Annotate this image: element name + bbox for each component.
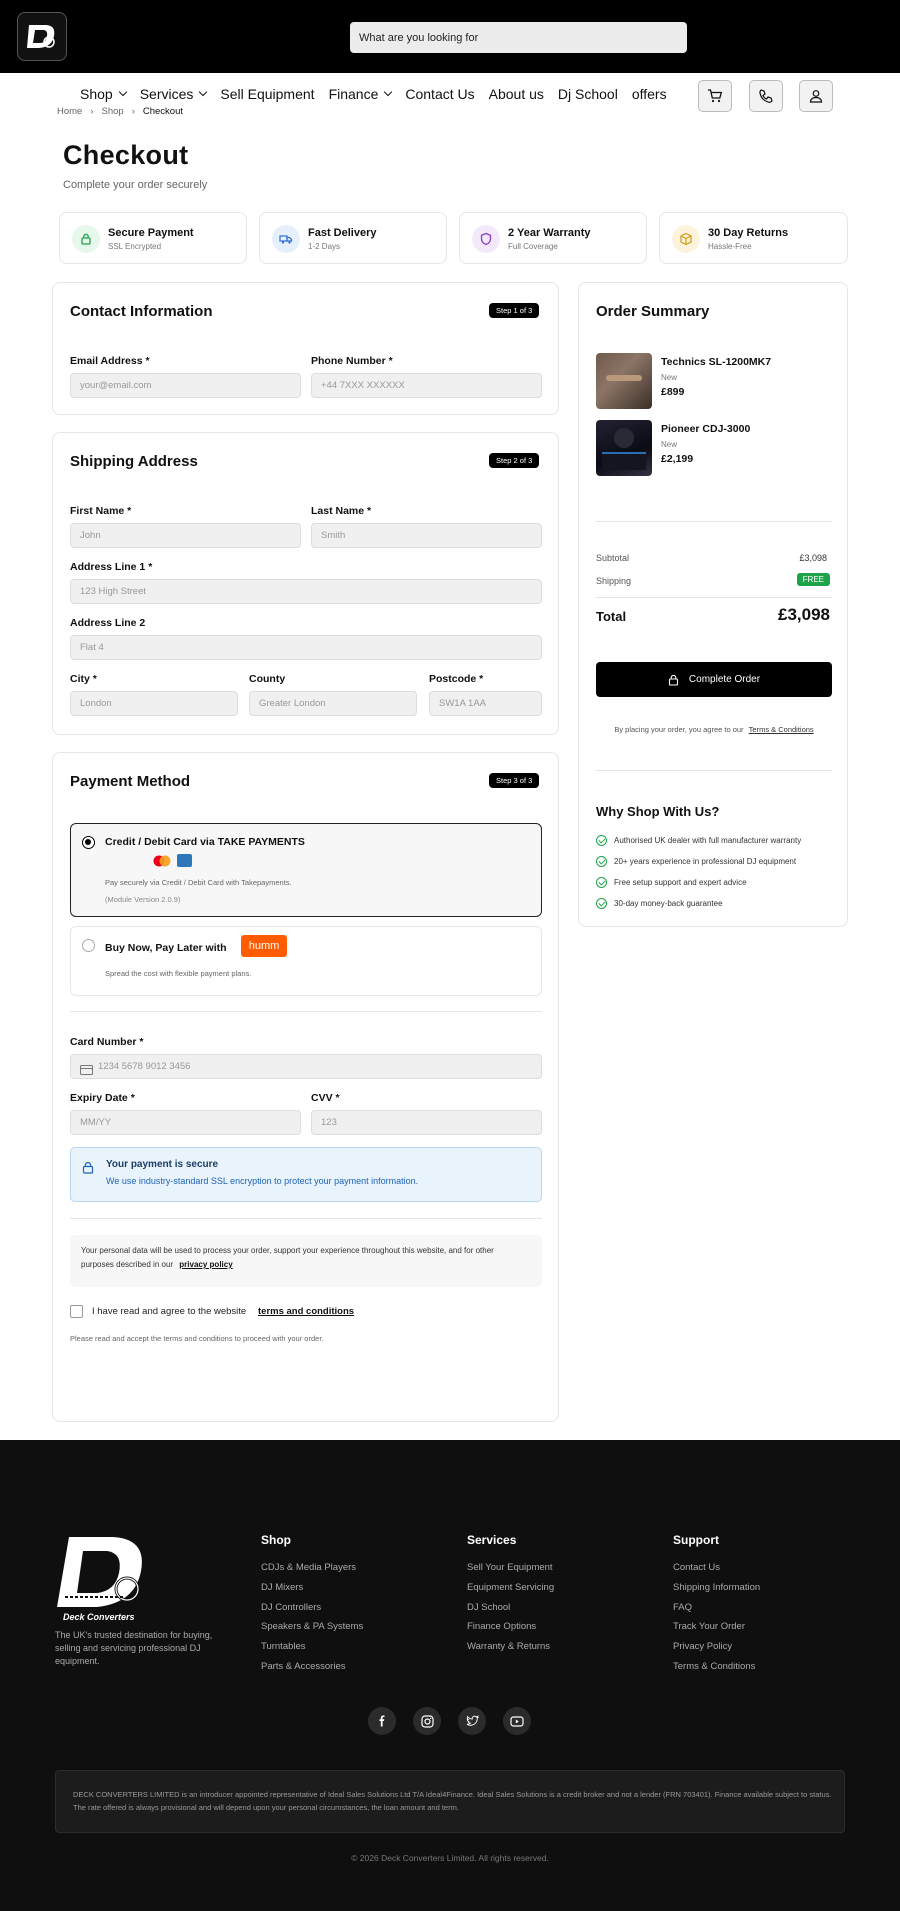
feature-fast-delivery bbox=[259, 212, 447, 264]
agree-copy: By placing your order, you agree to our bbox=[614, 725, 744, 734]
secure-desc: We use industry-standard SSL encryption to protect your payment information. bbox=[106, 1176, 419, 1186]
terms-label: I have read and agree to the website bbox=[92, 1306, 247, 1317]
chevron-right-icon: › bbox=[90, 106, 94, 117]
payment-option-desc: Pay securely via Credit / Debit Card with Takepayments. bbox=[105, 878, 292, 887]
card-number-label: Card Number * bbox=[70, 1036, 144, 1048]
footer-logo-text: Deck Converters bbox=[63, 1612, 135, 1622]
agree-text bbox=[579, 725, 849, 734]
footer-link[interactable]: CDJs & Media Players bbox=[261, 1562, 357, 1573]
truck-icon bbox=[272, 225, 300, 253]
county-label: County bbox=[249, 673, 286, 685]
copyright: © 2026 Deck Converters Limited. All rights reserved. bbox=[351, 1853, 549, 1863]
phone-icon bbox=[758, 88, 774, 104]
page-title: Checkout bbox=[63, 140, 189, 170]
footer-link[interactable]: Privacy Policy bbox=[673, 1641, 733, 1652]
privacy-text bbox=[81, 1244, 521, 1272]
footer-link[interactable]: Contact Us bbox=[673, 1562, 720, 1573]
address1-label: Address Line 1 * bbox=[70, 561, 153, 573]
product-price: £899 bbox=[661, 386, 685, 398]
feature-subtitle: 1-2 Days bbox=[308, 242, 341, 251]
nav-label: Services bbox=[139, 86, 194, 102]
step-badge: Step 3 of 3 bbox=[489, 773, 539, 788]
terms-note: Please read and accept the terms and conditions to proceed with your order. bbox=[70, 1334, 324, 1343]
footer-link[interactable]: Finance Options bbox=[467, 1621, 537, 1632]
breadcrumb bbox=[57, 106, 183, 117]
payment-radio-humm[interactable] bbox=[82, 939, 95, 952]
footer-link[interactable]: Shipping Information bbox=[673, 1582, 761, 1593]
why-item: 30-day money-back guarantee bbox=[614, 899, 723, 908]
feature-title: 2 Year Warranty bbox=[508, 227, 591, 239]
address1-field[interactable] bbox=[70, 579, 542, 604]
product-image[interactable] bbox=[596, 420, 652, 476]
feature-subtitle: Full Coverage bbox=[508, 242, 558, 251]
product-condition: New bbox=[661, 373, 678, 382]
product-name[interactable]: Pioneer CDJ-3000 bbox=[661, 423, 751, 435]
chevron-down-icon bbox=[384, 88, 392, 96]
privacy-policy-link[interactable]: privacy policy bbox=[179, 1260, 233, 1269]
mastercard-icon bbox=[153, 854, 169, 866]
last-name-field[interactable] bbox=[311, 523, 542, 548]
footer-shop-heading: Shop bbox=[261, 1533, 291, 1547]
check-icon bbox=[596, 835, 607, 846]
county-field[interactable] bbox=[249, 691, 417, 716]
nav-item-contact[interactable] bbox=[405, 86, 474, 102]
facebook-icon[interactable] bbox=[368, 1707, 396, 1735]
logo-mark-icon bbox=[55, 1533, 150, 1617]
secure-title: Your payment is secure bbox=[106, 1159, 219, 1170]
divider bbox=[596, 521, 832, 522]
phone-label: Phone Number * bbox=[311, 355, 393, 367]
step-badge: Step 1 of 3 bbox=[489, 303, 539, 318]
feature-secure-payment bbox=[59, 212, 247, 264]
account-button[interactable] bbox=[799, 80, 833, 112]
footer-logo[interactable] bbox=[55, 1533, 150, 1622]
nav-label: Finance bbox=[328, 86, 379, 102]
credit-card-icon bbox=[80, 1062, 93, 1080]
last-name-label: Last Name * bbox=[311, 505, 372, 517]
divider bbox=[596, 597, 832, 598]
user-icon bbox=[808, 88, 824, 104]
instagram-icon[interactable] bbox=[413, 1707, 441, 1735]
footer-tagline: The UK's trusted destination for buying, selling and servicing professional DJ equipment. bbox=[55, 1630, 213, 1666]
footer-link[interactable]: Parts & Accessories bbox=[261, 1661, 346, 1672]
footer bbox=[0, 1440, 900, 1911]
check-icon bbox=[596, 856, 607, 867]
why-item: Authorised UK dealer with full manufacturer warranty bbox=[614, 836, 802, 845]
lock-icon bbox=[82, 1161, 94, 1179]
nav-label: Sell Equipment bbox=[220, 86, 315, 102]
phone-field[interactable] bbox=[311, 373, 542, 398]
footer-services-heading: Services bbox=[467, 1533, 517, 1547]
city-field[interactable] bbox=[70, 691, 238, 716]
email-label: Email Address * bbox=[70, 355, 150, 367]
why-title: Why Shop With Us? bbox=[596, 804, 720, 819]
nav-label: Contact Us bbox=[405, 86, 475, 102]
footer-link[interactable]: Terms & Conditions bbox=[673, 1661, 756, 1672]
box-icon bbox=[672, 225, 700, 253]
nav-item-services[interactable] bbox=[140, 86, 207, 102]
nav-item-offers[interactable] bbox=[632, 86, 667, 102]
feature-warranty bbox=[459, 212, 647, 264]
shield-icon bbox=[472, 225, 500, 253]
footer-link[interactable]: Sell Your Equipment bbox=[467, 1562, 553, 1573]
breadcrumb-current: Checkout bbox=[142, 106, 184, 117]
feature-subtitle: SSL Encrypted bbox=[108, 242, 162, 251]
nav-label: Shop bbox=[80, 86, 113, 102]
shipping-label: Shipping bbox=[596, 576, 632, 586]
product-image[interactable] bbox=[596, 353, 652, 409]
nav-item-dj-school[interactable] bbox=[558, 86, 618, 102]
payment-option-title: Credit / Debit Card via TAKE PAYMENTS bbox=[105, 836, 305, 848]
postcode-field[interactable] bbox=[429, 691, 542, 716]
complete-order-button[interactable] bbox=[596, 662, 832, 697]
feature-title: Secure Payment bbox=[108, 227, 194, 239]
order-summary bbox=[578, 282, 848, 927]
total-value: £3,098 bbox=[778, 605, 830, 624]
youtube-icon[interactable] bbox=[503, 1707, 531, 1735]
nav-label: Dj School bbox=[557, 86, 618, 102]
shipping-free-badge: FREE bbox=[797, 573, 830, 586]
footer-link[interactable]: Turntables bbox=[261, 1641, 306, 1652]
terms-link[interactable]: terms and conditions bbox=[258, 1306, 355, 1317]
payment-option-desc: Spread the cost with flexible payment plans. bbox=[105, 969, 252, 978]
lock-icon bbox=[668, 674, 679, 686]
button-label: Complete Order bbox=[688, 674, 761, 685]
feature-subtitle: Hassle-Free bbox=[708, 242, 752, 251]
main-nav bbox=[80, 86, 681, 102]
cart-icon bbox=[707, 88, 723, 104]
footer-support-heading: Support bbox=[673, 1533, 719, 1547]
contact-card bbox=[52, 282, 559, 415]
shipping-card bbox=[52, 432, 559, 735]
lock-icon bbox=[72, 225, 100, 253]
product-name[interactable]: Technics SL-1200MK7 bbox=[661, 356, 772, 368]
feature-title: Fast Delivery bbox=[308, 227, 377, 239]
footer-link[interactable]: Speakers & PA Systems bbox=[261, 1621, 364, 1632]
cvv-field[interactable] bbox=[311, 1110, 542, 1135]
privacy-copy: Your personal data will be used to process your order, support your experience throughout this website, and for other purposes described in our bbox=[81, 1246, 494, 1269]
section-title: Shipping Address bbox=[70, 453, 198, 470]
footer-link[interactable]: DJ Controllers bbox=[261, 1602, 322, 1613]
logo-mark-icon bbox=[25, 22, 59, 52]
twitter-icon[interactable] bbox=[458, 1707, 486, 1735]
check-icon bbox=[596, 898, 607, 909]
product-condition: New bbox=[661, 440, 678, 449]
footer-link[interactable]: FAQ bbox=[673, 1602, 693, 1613]
privacy-notice bbox=[70, 1235, 542, 1287]
footer-link[interactable]: Track Your Order bbox=[673, 1621, 745, 1632]
check-icon bbox=[596, 877, 607, 888]
phone-button[interactable] bbox=[749, 80, 783, 112]
nav-item-about[interactable] bbox=[489, 86, 544, 102]
feature-returns bbox=[659, 212, 848, 264]
amex-icon bbox=[177, 854, 192, 867]
address2-field[interactable] bbox=[70, 635, 542, 660]
disclaimer-text: DECK CONVERTERS LIMITED is an introducer appointed representative of Ideal Sales Solutions Ltd T/A Ideal4Finance. Ideal Sales Solutions is a credit broker and not a lender (FRN 703401). Finance available subject to status. The rate offered is always provisional and will depend upon your personal circumstances, the loan amount and term. bbox=[73, 1790, 832, 1812]
subtotal-value: £3,098 bbox=[799, 553, 827, 563]
secure-notice bbox=[70, 1147, 542, 1202]
payment-option-card[interactable] bbox=[70, 823, 542, 917]
nav-item-finance[interactable] bbox=[329, 86, 392, 102]
terms-checkbox[interactable] bbox=[70, 1305, 83, 1318]
divider bbox=[596, 770, 832, 771]
terms-conditions-link[interactable]: Terms & Conditions bbox=[748, 725, 814, 734]
payment-card bbox=[52, 752, 559, 1422]
footer-link[interactable]: DJ School bbox=[467, 1602, 511, 1613]
cvv-label: CVV * bbox=[311, 1092, 340, 1104]
top-bar bbox=[0, 0, 900, 73]
payment-option-title: Buy Now, Pay Later with bbox=[105, 942, 227, 954]
footer-link[interactable]: Equipment Servicing bbox=[467, 1582, 555, 1593]
nav-label: About us bbox=[488, 86, 544, 102]
expiry-label: Expiry Date * bbox=[70, 1092, 135, 1104]
payment-option-humm[interactable] bbox=[70, 926, 542, 996]
why-item: Free setup support and expert advice bbox=[614, 878, 747, 887]
nav-label: offers bbox=[631, 86, 667, 102]
first-name-label: First Name * bbox=[70, 505, 132, 517]
step-badge: Step 2 of 3 bbox=[489, 453, 539, 468]
breadcrumb-shop[interactable]: Shop bbox=[101, 106, 124, 117]
breadcrumb-home[interactable]: Home bbox=[57, 106, 83, 117]
payment-radio-card[interactable] bbox=[82, 836, 95, 849]
expiry-field[interactable] bbox=[70, 1110, 301, 1135]
summary-title: Order Summary bbox=[596, 303, 710, 320]
finance-disclaimer bbox=[55, 1770, 845, 1833]
section-title: Payment Method bbox=[70, 773, 191, 790]
card-number-field[interactable] bbox=[70, 1054, 542, 1079]
section-title: Contact Information bbox=[70, 303, 213, 320]
module-version: (Module Version 2.0.9) bbox=[105, 895, 181, 904]
address2-label: Address Line 2 bbox=[70, 617, 146, 629]
first-name-field[interactable] bbox=[70, 523, 301, 548]
why-item: 20+ years experience in professional DJ equipment bbox=[614, 857, 797, 866]
humm-badge: humm bbox=[241, 935, 287, 957]
page-subtitle: Complete your order securely bbox=[63, 179, 208, 191]
postcode-label: Postcode * bbox=[429, 673, 484, 685]
product-price: £2,199 bbox=[661, 453, 694, 465]
nav-item-sell-equipment[interactable] bbox=[220, 86, 314, 102]
city-label: City * bbox=[70, 673, 97, 685]
footer-link[interactable]: Warranty & Returns bbox=[467, 1641, 551, 1652]
divider bbox=[70, 1011, 542, 1012]
cart-button[interactable] bbox=[698, 80, 732, 112]
chevron-right-icon: › bbox=[131, 106, 135, 117]
nav-item-shop[interactable] bbox=[80, 86, 126, 102]
footer-link[interactable]: DJ Mixers bbox=[261, 1582, 304, 1593]
email-field[interactable] bbox=[70, 373, 301, 398]
feature-title: 30 Day Returns bbox=[708, 227, 789, 239]
search-input[interactable] bbox=[350, 22, 687, 53]
divider bbox=[70, 1218, 542, 1219]
chevron-down-icon bbox=[199, 88, 207, 96]
site-logo[interactable] bbox=[17, 12, 67, 61]
subtotal-label: Subtotal bbox=[596, 553, 630, 563]
chevron-down-icon bbox=[118, 88, 126, 96]
total-label: Total bbox=[596, 609, 627, 624]
